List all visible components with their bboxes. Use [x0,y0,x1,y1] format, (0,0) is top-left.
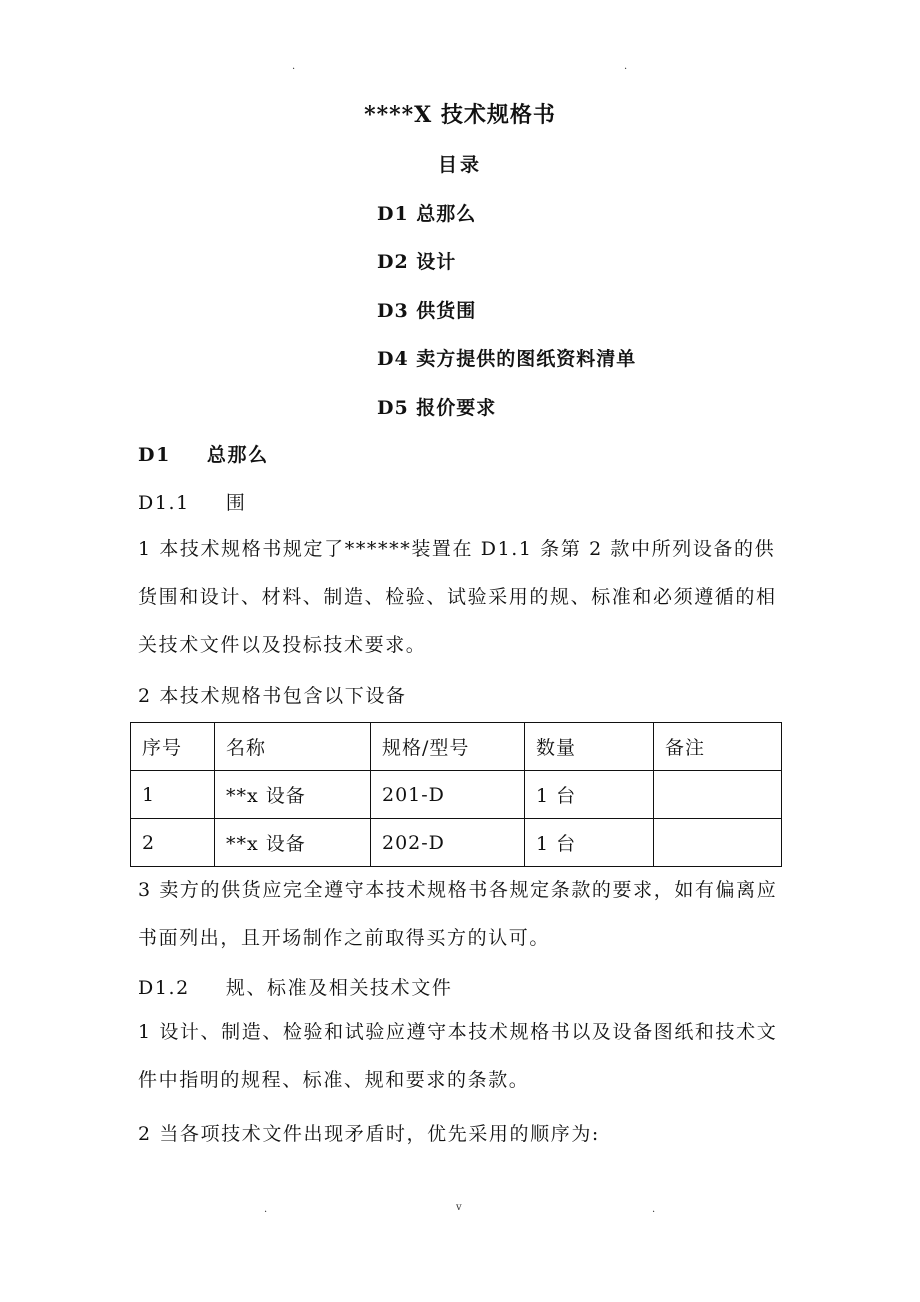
table-header-cell: 数量 [525,723,654,771]
section-d1-heading [138,440,269,467]
toc-item-d5: D5 报价要求 [377,397,497,419]
table-cell: **x 设备 [215,771,371,819]
table-header-cell: 名称 [215,723,371,771]
table-header-cell: 序号 [131,723,215,771]
subsection-d1-1-heading [138,488,246,515]
table-row [131,771,782,819]
paragraph-d1-2-item-2: 2 当各项技术文件出现矛盾时，优先采用的顺序为: [138,1123,600,1145]
toc-item-d2: D2 设计 [377,251,457,273]
table-cell: 2 [131,819,215,867]
table-cell: 1 [131,771,215,819]
equipment-table [130,722,782,867]
footer-dot-left: . [264,1204,268,1215]
toc-item-d4: D4 卖方提供的图纸资料清单 [377,348,637,370]
section-d1-number: D1 [138,444,171,466]
footer-page-mark: v [456,1202,462,1213]
subsection-d1-2-heading [138,973,452,1000]
paragraph-item-2: 2 本技术规格书包含以下设备 [138,685,407,707]
table-row [131,819,782,867]
toc-item-d3: D3 供货围 [377,300,477,322]
subsection-d1-2-title: 规、标准及相关技术文件 [225,977,453,999]
toc-heading: 目录 [437,154,482,176]
table-cell: 202-D [371,819,525,867]
header-dot-right: . [624,61,628,72]
subsection-d1-1-title: 围 [225,492,247,514]
table-cell [654,819,782,867]
table-header-row [131,723,782,771]
paragraph-item-3: 3 卖方的供货应完全遵守本技术规格书各规定条款的要求，如有偏离应书面列出，且开场制作之前取得买方的认可。 [138,879,778,949]
footer-dot-right: . [652,1204,656,1215]
table-cell: 1 台 [525,771,654,819]
section-d1-title: 总那么 [206,444,269,466]
document-title: ****X 技术规格书 [364,102,556,128]
header-dot-left: . [292,61,296,72]
table-header-cell: 规格/型号 [371,723,525,771]
toc-item-d1: D1 总那么 [377,203,477,225]
subsection-d1-1-number: D1.1 [138,492,190,514]
paragraph-d1-2-item-1: 1 设计、制造、检验和试验应遵守本技术规格书以及设备图纸和技术文件中指明的规程、标准、规和要求的条款。 [138,1021,778,1091]
table-cell: **x 设备 [215,819,371,867]
table-cell: 1 台 [525,819,654,867]
table-cell: 201-D [371,771,525,819]
subsection-d1-2-number: D1.2 [138,977,190,999]
table-header-cell: 备注 [654,723,782,771]
paragraph-item-1: 1 本技术规格书规定了******装置在 D1.1 条第 2 款中所列设备的供货围和设计、材料、制造、检验、试验采用的规、标准和必须遵循的相关技术文件以及投标技术要求。 [138,538,777,656]
table-cell [654,771,782,819]
